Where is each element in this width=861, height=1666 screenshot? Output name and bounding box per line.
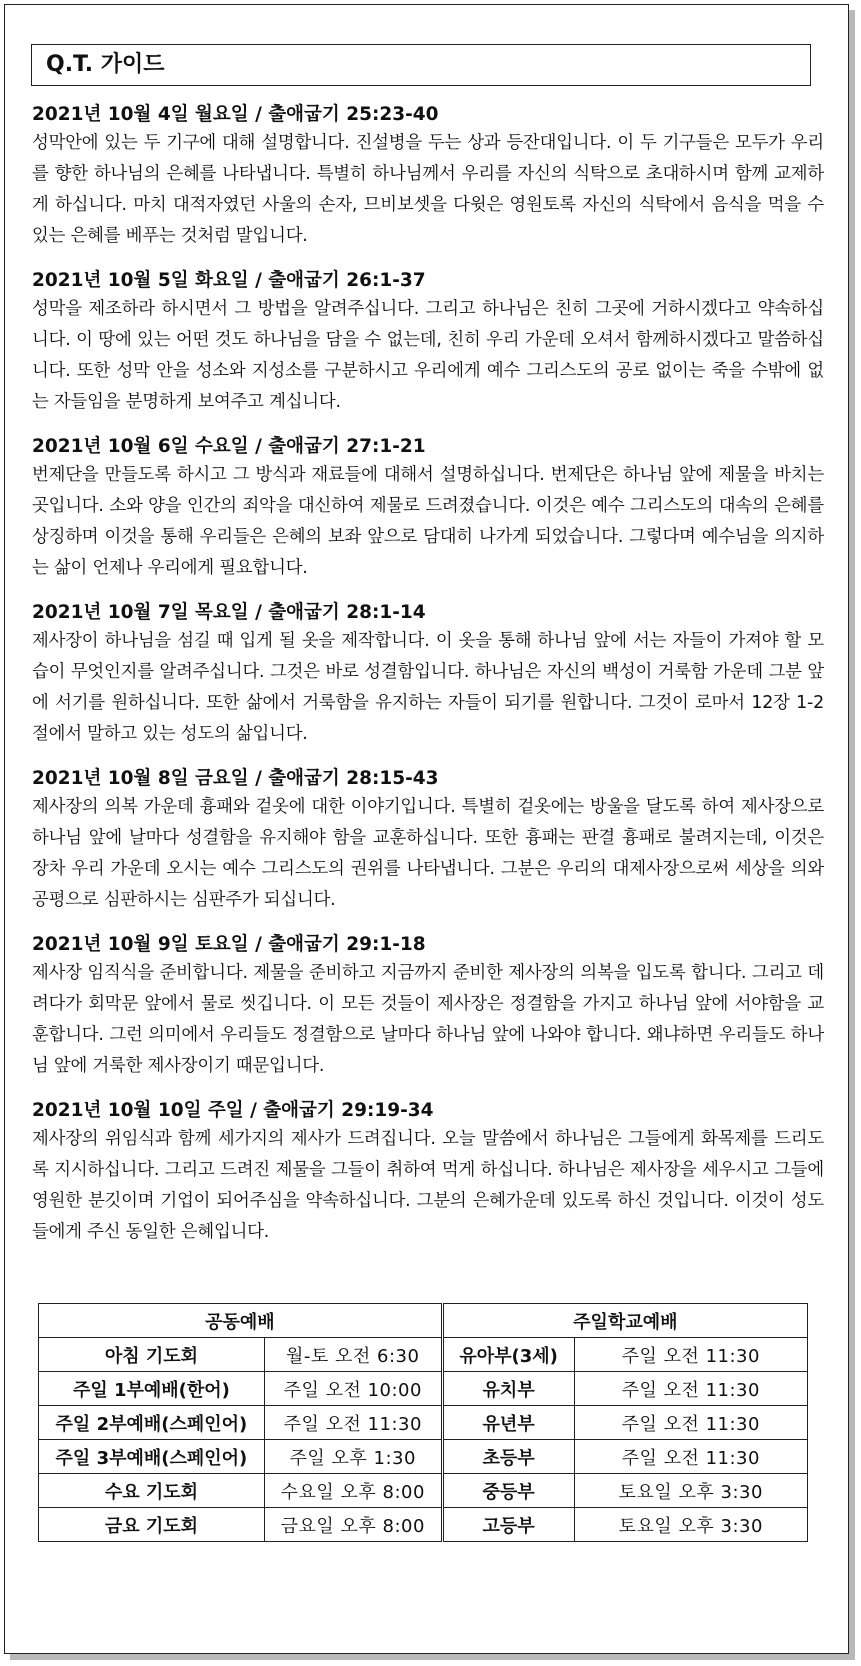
qt-entry — [32, 600, 824, 750]
entry-body: 제사장이 하나님을 섬길 때 입게 될 옷을 제작합니다. 이 옷을 통해 하나님 앞에 서는 자들이 가져야 할 모습이 무엇인지를 알려주십니다. 그것은 바로 성결함입니다. 하나님은 자신의 백성이 거룩함 가운데 그분 앞에 서기를 원하십니다. 또한 삶에서 거룩함을 유지하는 자들이 되기를 원합니다. 그것이 로마서 12장 1-2절에서 말하고 있는 성도의 삶입니다. — [32, 631, 824, 744]
service-name: 수요 기도회 — [39, 1474, 265, 1508]
department-time: 주일 오전 11:30 — [574, 1338, 807, 1372]
qt-entry — [32, 1098, 824, 1248]
worship-schedule-table — [38, 1303, 808, 1542]
service-name: 아침 기도회 — [39, 1338, 265, 1372]
common-worship-header: 공동예배 — [39, 1304, 443, 1338]
qt-entry — [32, 932, 824, 1082]
service-time: 주일 오전 11:30 — [264, 1406, 442, 1440]
entry-heading: 2021년 10월 8일 금요일 / 출애굽기 28:15-43 — [32, 768, 439, 789]
table-header-row — [39, 1304, 808, 1338]
department-name: 유치부 — [442, 1372, 574, 1406]
service-time: 주일 오전 10:00 — [264, 1372, 442, 1406]
entry-heading: 2021년 10월 9일 토요일 / 출애굽기 29:1-18 — [32, 934, 426, 955]
department-time: 주일 오전 11:30 — [574, 1406, 807, 1440]
entry-body: 성막안에 있는 두 기구에 대해 설명합니다. 진설병을 두는 상과 등잔대입니다. 이 두 기구들은 모두가 우리를 향한 하나님의 은혜를 나타냅니다. 특별히 하나님께서 우리를 자신의 식탁으로 초대하시며 함께 교제하게 하십니다. 마치 대적자였던 사울의 손자, 므비보셋을 다윗은 영원토록 자신의 식탁에서 음식을 먹을 수 있는 은혜를 베푸는 것처럼 말입니다. — [32, 133, 824, 246]
service-name: 금요 기도회 — [39, 1508, 265, 1542]
qt-entry — [32, 268, 824, 418]
service-name: 주일 2부예배(스페인어) — [39, 1406, 265, 1440]
service-time: 수요일 오후 8:00 — [264, 1474, 442, 1508]
entry-body: 번제단을 만들도록 하시고 그 방식과 재료들에 대해서 설명하십니다. 번제단은 하나님 앞에 제물을 바치는 곳입니다. 소와 양을 인간의 죄악을 대신하여 제물로 드려졌습니다. 이것은 예수 그리스도의 대속의 은혜를 상징하며 이것을 통해 우리들은 은혜의 보좌 앞으로 담대히 나가게 되었습니다. 그렇다며 예수님을 의지하는 삶이 언제나 우리에게 필요합니다. — [32, 465, 824, 578]
entry-body: 제사장의 위임식과 함께 세가지의 제사가 드려집니다. 오늘 말씀에서 하나님은 그들에게 화목제를 드리도록 지시하십니다. 그리고 드려진 제물을 그들이 취하여 먹게 하십니다. 하나님은 제사장을 세우시고 그들에 영원한 분깃이며 기업이 되어주심을 약속하십니다. 그분의 은혜가운데 있도록 하신 것입니다. 이것이 성도들에게 주신 동일한 은혜입니다. — [32, 1129, 824, 1242]
table-row — [39, 1508, 808, 1542]
department-time: 토요일 오후 3:30 — [574, 1474, 807, 1508]
qt-entry — [32, 434, 824, 584]
table-row — [39, 1474, 808, 1508]
service-time: 주일 오후 1:30 — [264, 1440, 442, 1474]
entry-heading: 2021년 10월 6일 수요일 / 출애굽기 27:1-21 — [32, 436, 426, 457]
department-name: 고등부 — [442, 1508, 574, 1542]
service-time: 금요일 오후 8:00 — [264, 1508, 442, 1542]
department-time: 주일 오전 11:30 — [574, 1372, 807, 1406]
department-time: 주일 오전 11:30 — [574, 1440, 807, 1474]
page-title: Q.T. 가이드 — [31, 44, 811, 86]
table-row — [39, 1406, 808, 1440]
entry-heading: 2021년 10월 5일 화요일 / 출애굽기 26:1-37 — [32, 270, 426, 291]
table-row — [39, 1338, 808, 1372]
qt-entries — [32, 102, 824, 1264]
department-name: 초등부 — [442, 1440, 574, 1474]
qt-entry — [32, 766, 824, 916]
department-name: 중등부 — [442, 1474, 574, 1508]
department-name: 유아부(3세) — [442, 1338, 574, 1372]
entry-heading: 2021년 10월 4일 월요일 / 출애굽기 25:23-40 — [32, 104, 439, 125]
entry-body: 성막을 제조하라 하시면서 그 방법을 알려주십니다. 그리고 하나님은 친히 그곳에 거하시겠다고 약속하십니다. 이 땅에 있는 어떤 것도 하나님을 담을 수 없는데, 친히 우리 가운데 오셔서 함께하시겠다고 말씀하십니다. 또한 성막 안을 성소와 지성소를 구분하시고 우리에게 예수 그리스도의 공로 없이는 죽을 수밖에 없는 자들임을 분명하게 보여주고 계십니다. — [32, 299, 824, 412]
entry-body: 제사장 임직식을 준비합니다. 제물을 준비하고 지금까지 준비한 제사장의 의복을 입도록 합니다. 그리고 데려다가 회막문 앞에서 물로 씻깁니다. 이 모든 것들이 제사장은 정결함을 가지고 하나님 앞에 서야함을 교훈합니다. 그런 의미에서 우리들도 정결함으로 날마다 하나님 앞에 나와야 합니다. 왜냐하면 우리들도 하나님 앞에 거룩한 제사장이기 때문입니다. — [32, 963, 824, 1076]
entry-body: 제사장의 의복 가운데 흉패와 겉옷에 대한 이야기입니다. 특별히 겉옷에는 방울을 달도록 하여 제사장으로 하나님 앞에 날마다 성결함을 유지해야 함을 교훈하십니다. 또한 흉패는 판결 흉패로 불려지는데, 이것은 장차 우리 가운데 오시는 예수 그리스도의 권위를 나타냅니다. 그분은 우리의 대제사장으로써 세상을 의와 공평으로 심판하시는 심판주가 되십니다. — [32, 797, 824, 910]
entry-heading: 2021년 10월 10일 주일 / 출애굽기 29:19-34 — [32, 1100, 434, 1121]
department-time: 토요일 오후 3:30 — [574, 1508, 807, 1542]
qt-entry — [32, 102, 824, 252]
service-name: 주일 1부예배(한어) — [39, 1372, 265, 1406]
sunday-school-header: 주일학교예배 — [442, 1304, 807, 1338]
entry-heading: 2021년 10월 7일 목요일 / 출애굽기 28:1-14 — [32, 602, 426, 623]
table-row — [39, 1440, 808, 1474]
department-name: 유년부 — [442, 1406, 574, 1440]
table-row — [39, 1372, 808, 1406]
service-time: 월-토 오전 6:30 — [264, 1338, 442, 1372]
service-name: 주일 3부예배(스페인어) — [39, 1440, 265, 1474]
